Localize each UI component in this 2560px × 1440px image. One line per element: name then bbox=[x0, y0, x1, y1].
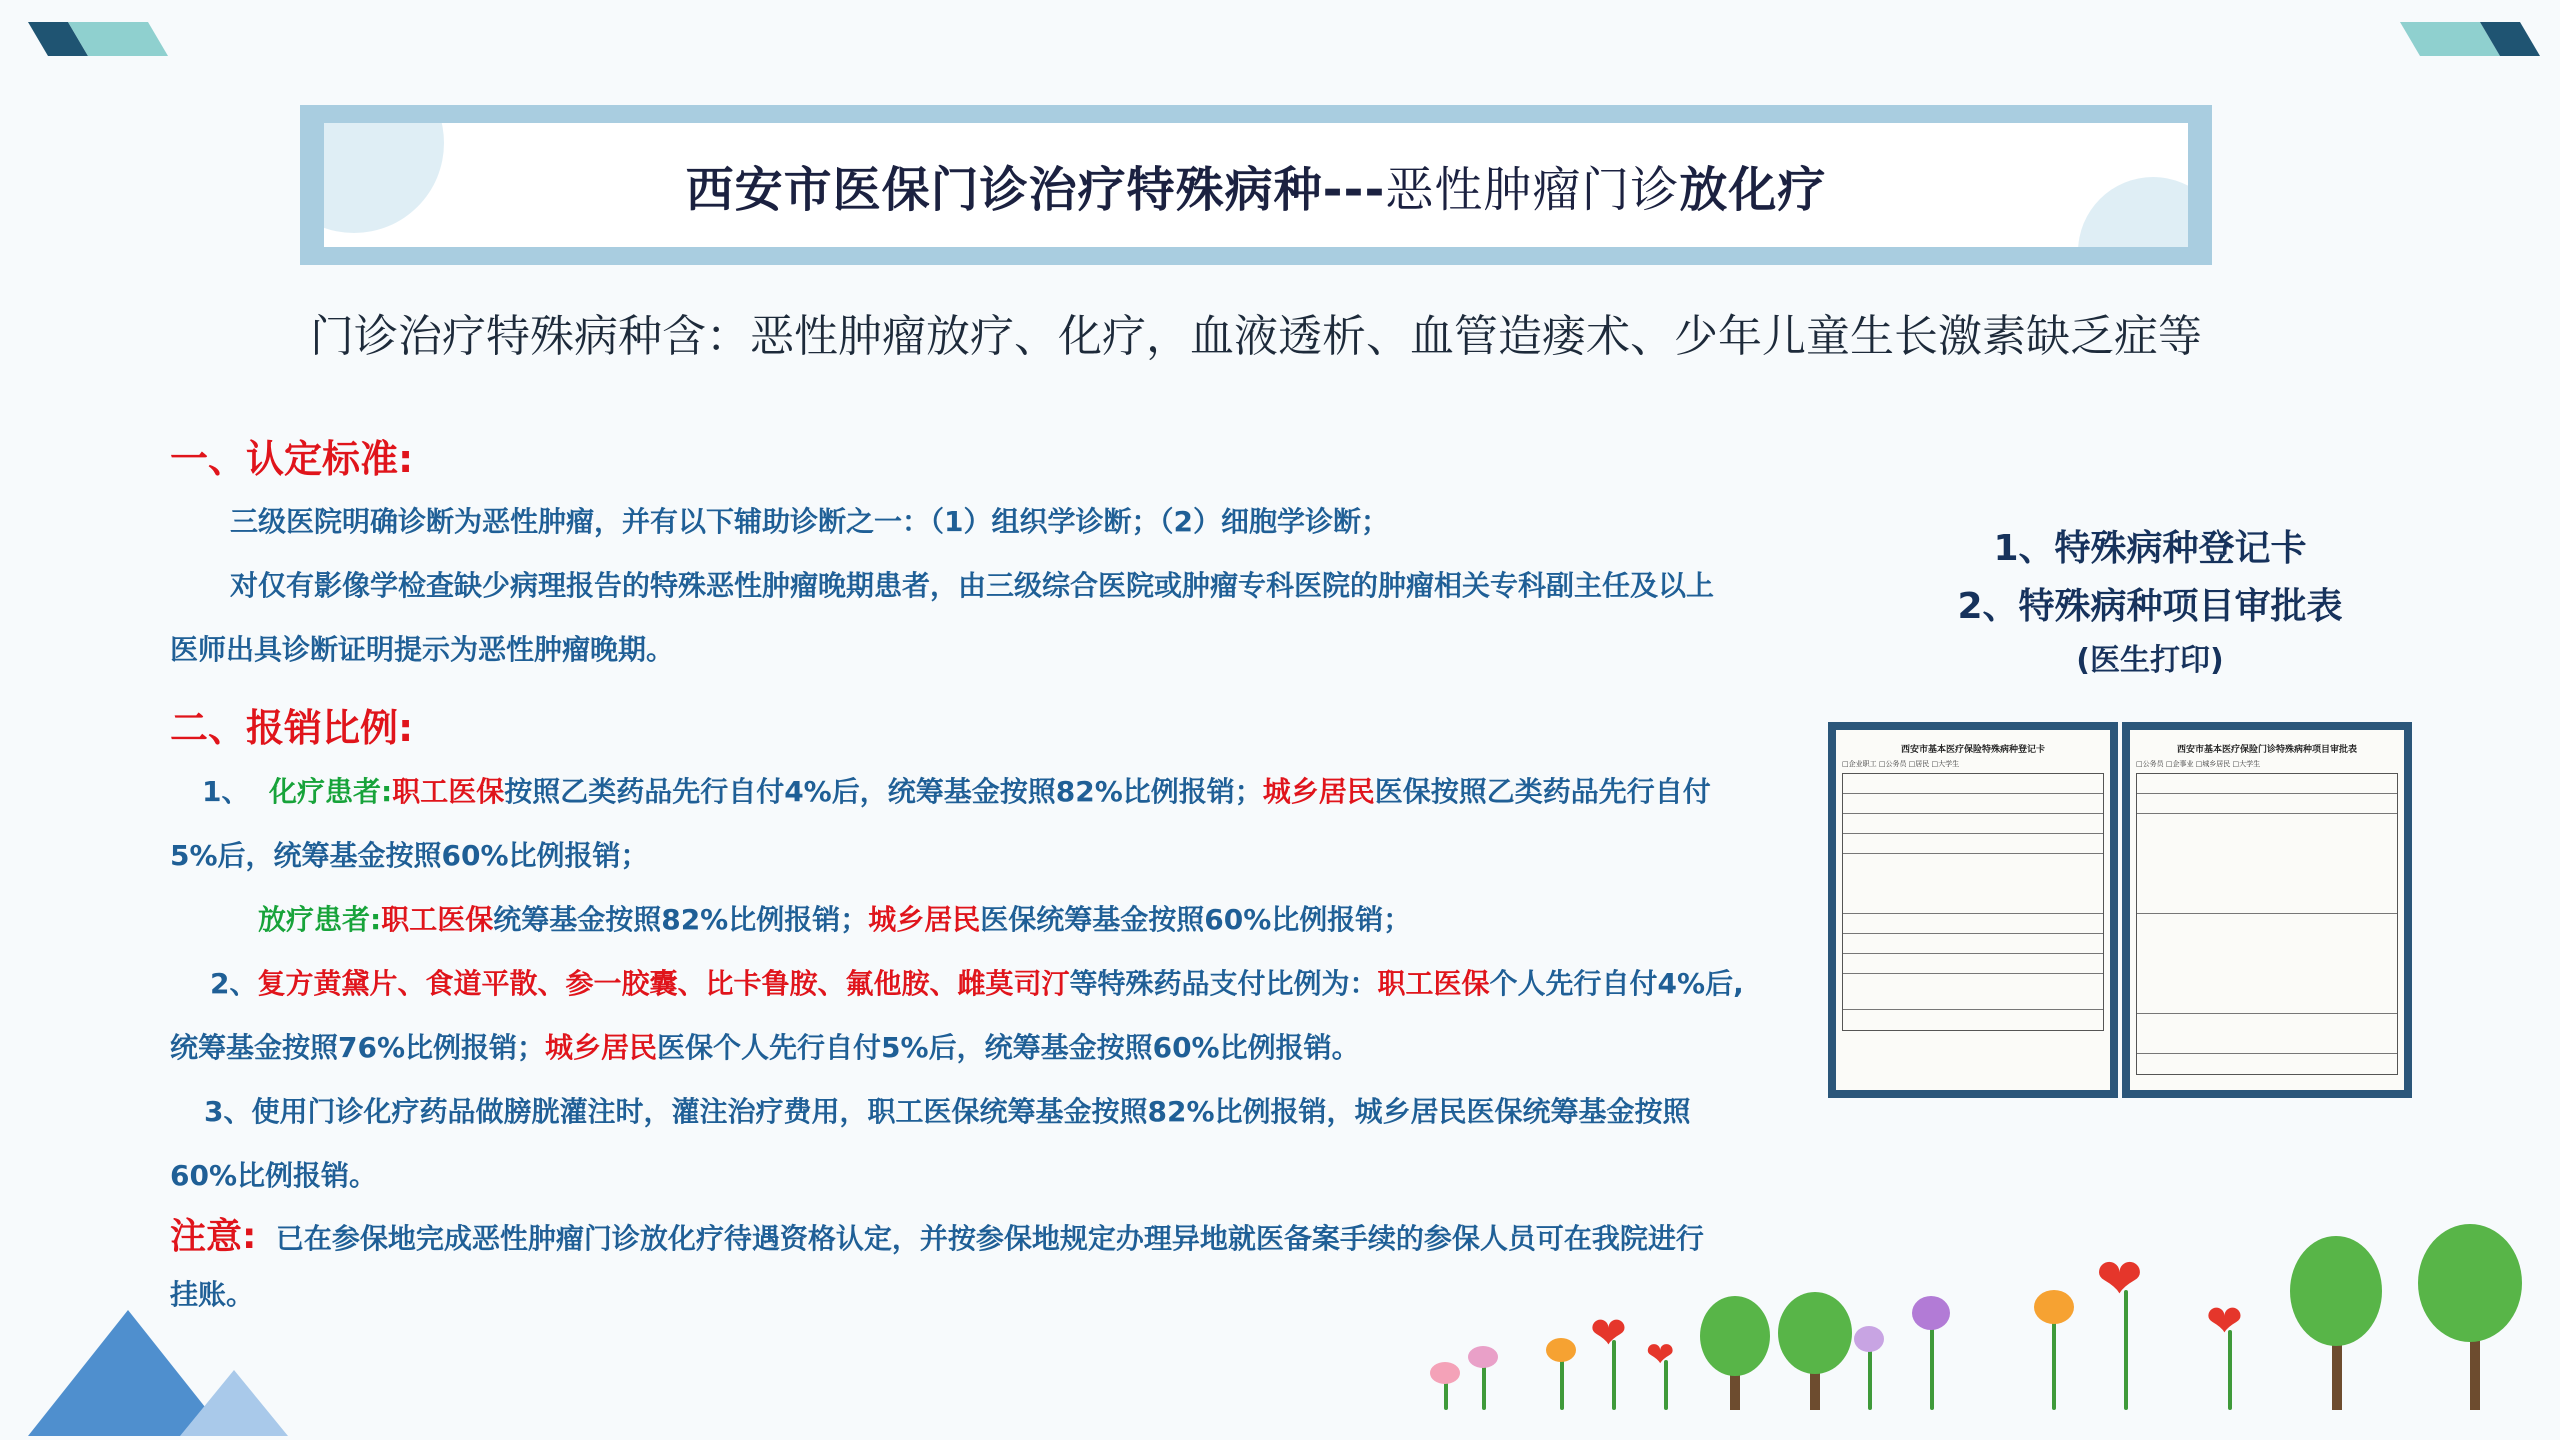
flower-icon bbox=[1468, 1346, 1498, 1368]
printed-forms-caption bbox=[1820, 520, 2480, 686]
registration-card-image bbox=[1828, 722, 2118, 1098]
heart-flower-icon: ❤ bbox=[1646, 1335, 1675, 1375]
form-title: 西安市基本医疗保险特殊病种登记卡 bbox=[1900, 745, 2045, 755]
title-blob-decoration bbox=[324, 123, 444, 233]
flower-icon bbox=[1912, 1296, 1950, 1330]
tree-icon bbox=[1778, 1292, 1852, 1374]
form-grid bbox=[1842, 773, 2104, 1031]
reimbursement-item-1b: 放疗患者:职工医保统筹基金按照82%比例报销；城乡居民医保统筹基金按照60%比例报销； bbox=[258, 903, 1412, 936]
mountain-decoration bbox=[180, 1370, 288, 1436]
reimbursement-item-3: 3、使用门诊化疗药品做膀胱灌注时，灌注治疗费用，职工医保统筹基金按照82%比例报销，城乡居民医保统筹基金按照 bbox=[204, 1095, 1691, 1128]
page-title: 西安市医保门诊治疗特殊病种---恶性肿瘤门诊放化疗 bbox=[685, 161, 1827, 218]
section1-heading: 一、认定标准: bbox=[170, 437, 414, 481]
tree-icon bbox=[2418, 1224, 2522, 1342]
top-right-stripe-decoration bbox=[2400, 22, 2540, 56]
section1-paragraph: 对仅有影像学检查缺少病理报告的特殊恶性肿瘤晚期患者，由三级综合医院或肿瘤专科医院的肿瘤相关专科副主任及以上 bbox=[230, 569, 1715, 602]
section1-paragraph: 三级医院明确诊断为恶性肿瘤，并有以下辅助诊断之一：（1）组织学诊断；（2）细胞学诊断； bbox=[230, 505, 1389, 538]
tree-icon bbox=[2290, 1236, 2382, 1346]
tree-icon bbox=[1700, 1296, 1770, 1376]
caption-line: 2、特殊病种项目审批表 bbox=[1957, 586, 2343, 627]
form-title: 西安市基本医疗保险门诊特殊病种项目审批表 bbox=[2176, 745, 2357, 755]
reimbursement-item-2: 2、复方黄黛片、食道平散、参一胶囊、比卡鲁胺、氟他胺、雌莫司汀等特殊药品支付比例为：职工医保个人先行自付4%后, bbox=[210, 967, 1744, 1000]
reimbursement-item-2-cont: 统筹基金按照76%比例报销；城乡居民医保个人先行自付5%后，统筹基金按照60%比例报销。 bbox=[170, 1031, 1360, 1064]
reimbursement-item-3-cont: 60%比例报销。 bbox=[170, 1159, 378, 1192]
note-line-cont: 挂账。 bbox=[170, 1278, 255, 1311]
reimbursement-item-1: 1、 化疗患者:职工医保按照乙类药品先行自付4%后，统筹基金按照82%比例报销；城乡居民医保按照乙类药品先行自付 bbox=[202, 775, 1711, 808]
note-line: 注意: 已在参保地完成恶性肿瘤门诊放化疗待遇资格认定，并按参保地规定办理异地就医备案手续的参保人员可在我院进行 bbox=[170, 1216, 1704, 1257]
subtitle: 门诊治疗特殊病种含：恶性肿瘤放疗、化疗，血液透析、血管造瘘术、少年儿童生长激素缺乏症等 bbox=[310, 311, 2202, 362]
title-panel bbox=[324, 123, 2188, 247]
caption-line: 1、特殊病种登记卡 bbox=[1993, 528, 2307, 569]
form-grid bbox=[2136, 773, 2398, 1075]
heart-flower-icon: ❤ bbox=[2096, 1247, 2143, 1312]
form-subtitle: □公务员 □企事业 □城乡居民 □大学生 bbox=[2136, 760, 2261, 768]
caption-note: (医生打印) bbox=[2076, 643, 2224, 678]
flower-icon bbox=[2034, 1290, 2074, 1324]
reimbursement-item-1-cont: 5%后，统筹基金按照60%比例报销； bbox=[170, 839, 649, 872]
flower-icon bbox=[1854, 1326, 1884, 1352]
approval-form-image bbox=[2122, 722, 2412, 1098]
flower-icon bbox=[1546, 1338, 1576, 1362]
title-blob-decoration bbox=[2078, 177, 2188, 247]
section2-heading: 二、报销比例: bbox=[170, 706, 414, 750]
heart-flower-icon: ❤ bbox=[2206, 1296, 2243, 1347]
form-subtitle: □企业职工 □公务员 □居民 □大学生 bbox=[1842, 760, 1960, 768]
title-frame bbox=[300, 105, 2212, 265]
flower-icon bbox=[1430, 1362, 1460, 1384]
top-left-stripe-decoration bbox=[28, 22, 168, 56]
section1-paragraph: 医师出具诊断证明提示为恶性肿瘤晚期。 bbox=[170, 633, 675, 666]
heart-flower-icon: ❤ bbox=[1590, 1308, 1627, 1359]
